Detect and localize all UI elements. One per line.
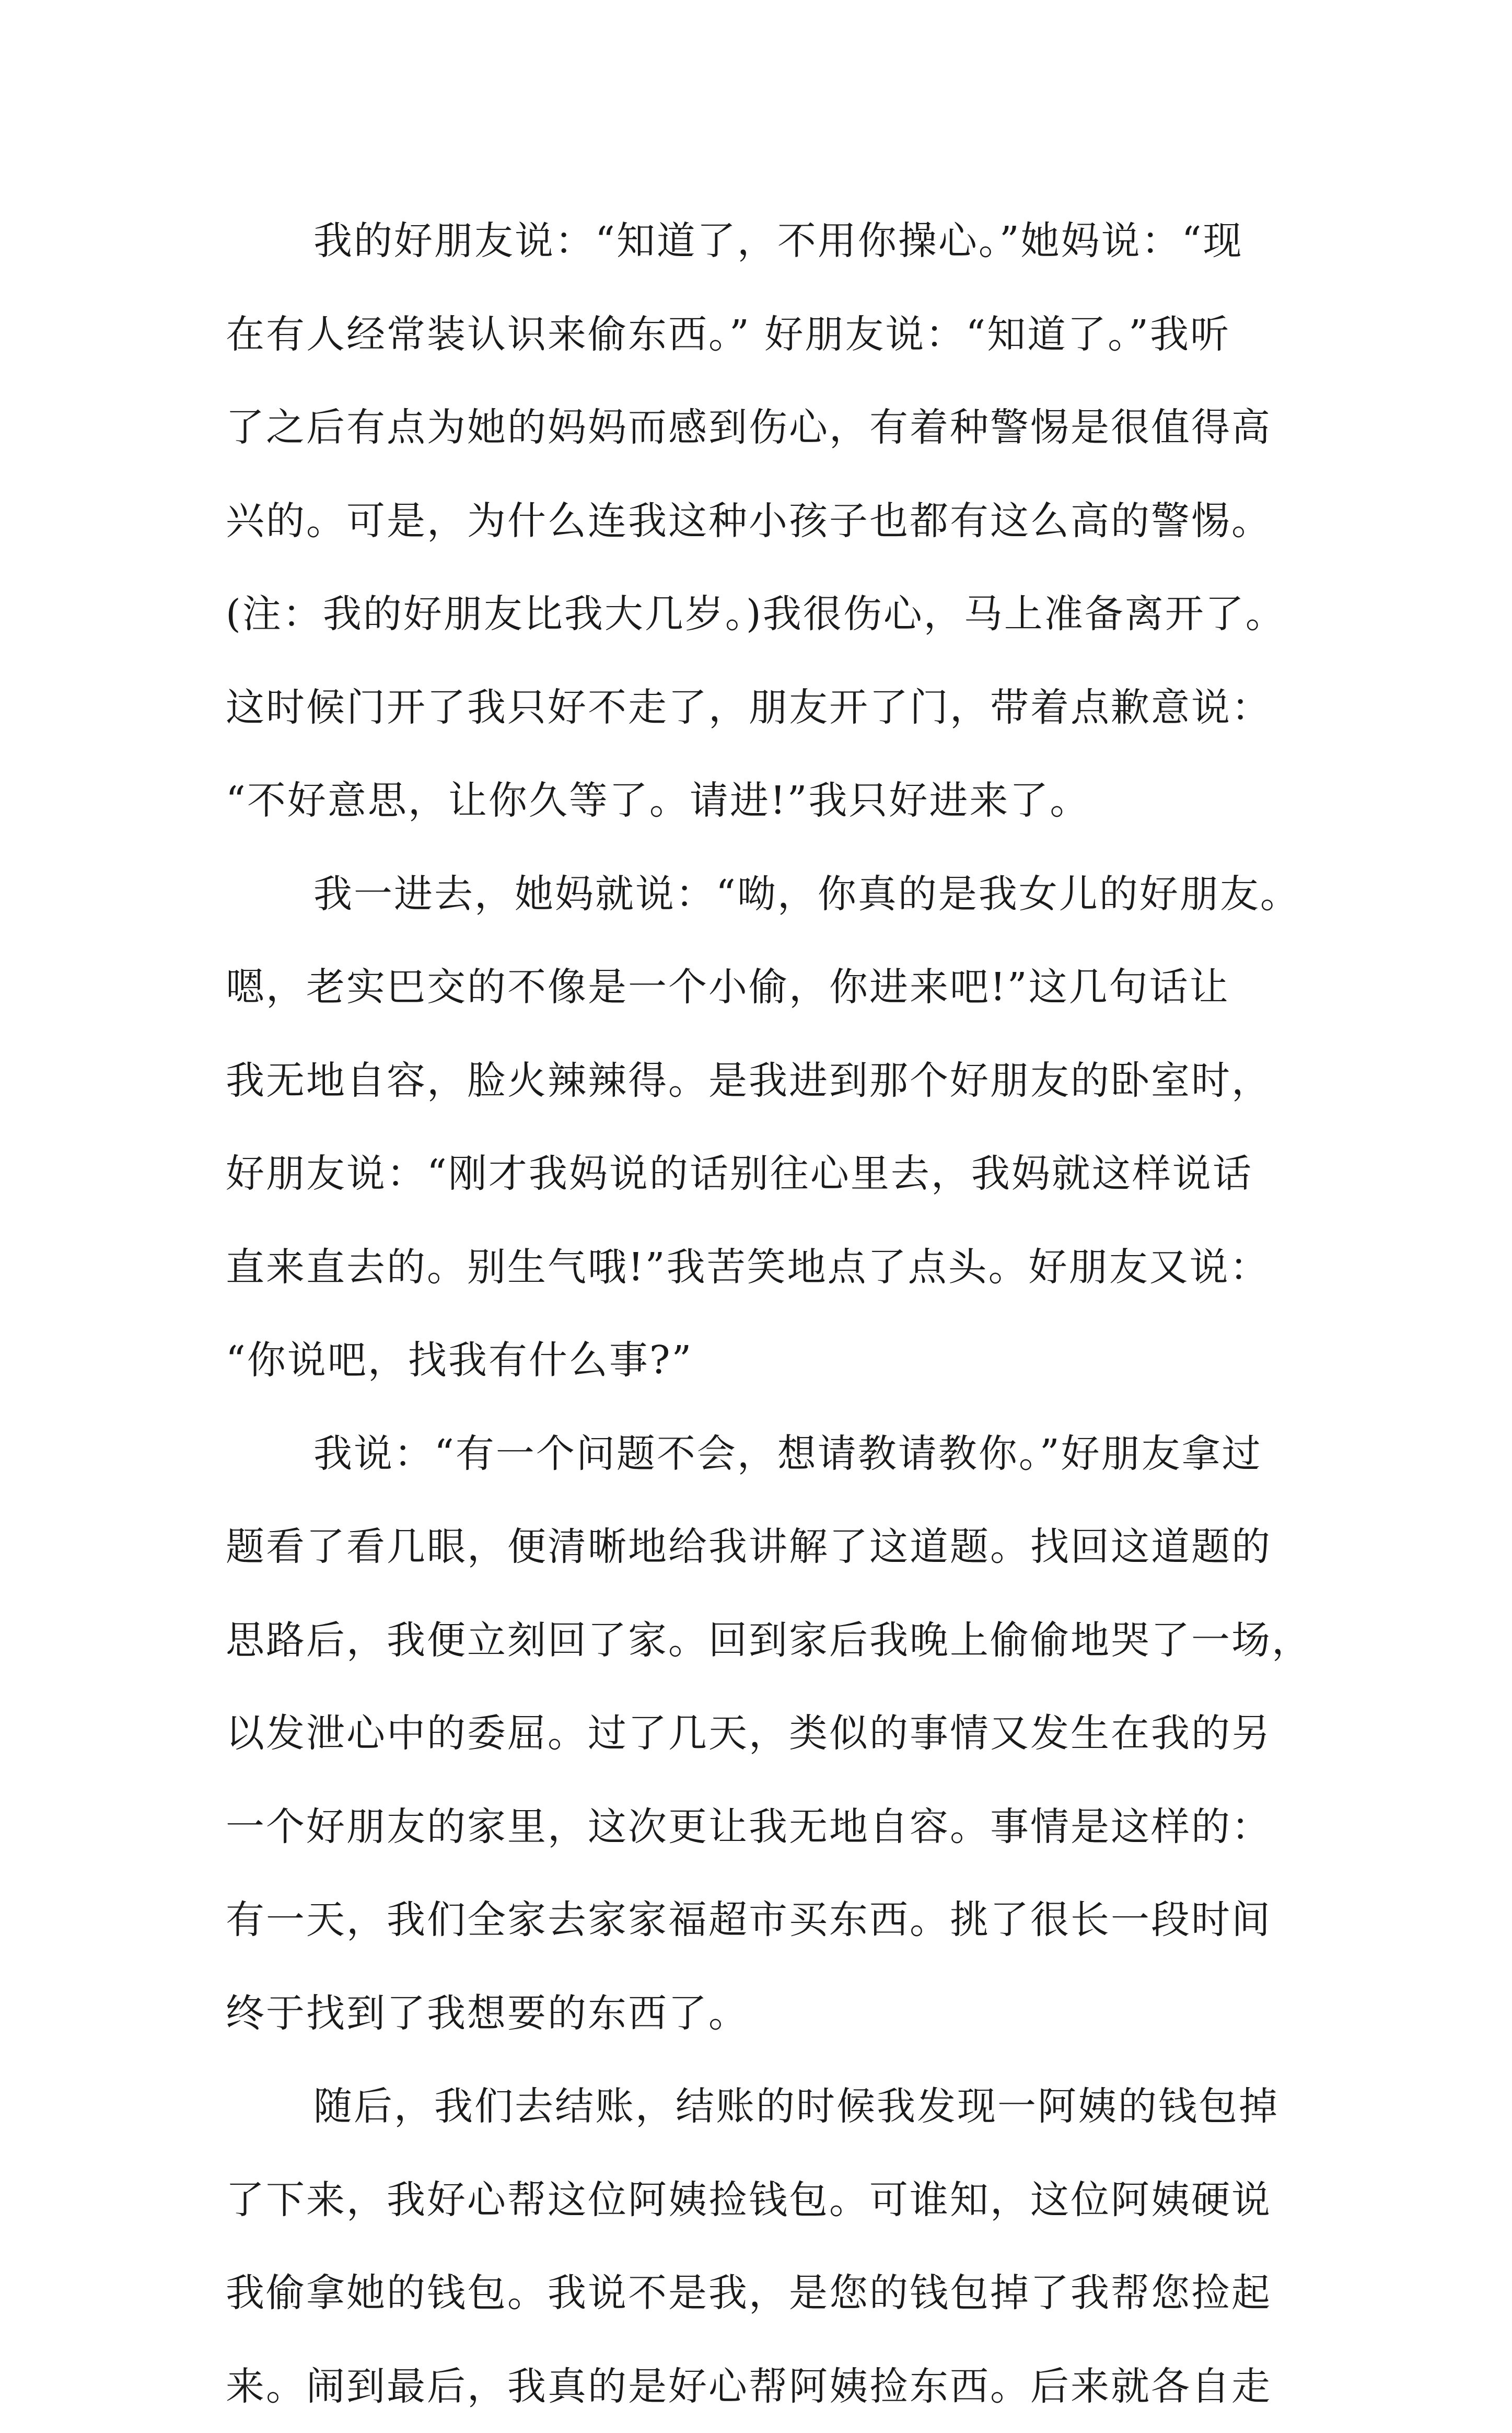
text-line: 我一进去，她妈就说：“呦，你真的是我女儿的好朋友。 (226, 848, 1318, 941)
text-line: 了之后有点为她的妈妈而感到伤心，有着种警惕是很值得高 (226, 381, 1318, 474)
text-line: 嗯，老实巴交的不像是一个小偷，你进来吧!”这几句话让 (226, 941, 1318, 1034)
text-line: 终于找到了我想要的东西了。 (226, 1967, 1318, 2060)
text-line: 我无地自容，脸火辣辣得。是我进到那个好朋友的卧室时， (226, 1034, 1318, 1128)
text-line: “你说吧，找我有什么事?” (226, 1314, 1318, 1407)
text-line: 我的好朋友说：“知道了，不用你操心。”她妈说：“现 (226, 194, 1318, 288)
text-line: 直来直去的。别生气哦!”我苦笑地点了点头。好朋友又说： (226, 1221, 1318, 1314)
document-body (226, 194, 1318, 2433)
text-line: 好朋友说：“刚才我妈说的话别往心里去，我妈就这样说话 (226, 1127, 1318, 1221)
text-line: 题看了看几眼，便清晰地给我讲解了这道题。找回这道题的 (226, 1500, 1318, 1594)
text-line: 有一天，我们全家去家家福超市买东西。挑了很长一段时间 (226, 1873, 1318, 1967)
text-line: (注：我的好朋友比我大几岁。)我很伤心，马上准备离开了。 (226, 567, 1318, 661)
text-line: 以发泄心中的委屈。过了几天，类似的事情又发生在我的另 (226, 1687, 1318, 1780)
text-line: 我偷拿她的钱包。我说不是我，是您的钱包掉了我帮您捡起 (226, 2246, 1318, 2340)
text-line: 这时候门开了我只好不走了，朋友开了门，带着点歉意说： (226, 661, 1318, 755)
text-line: 我说：“有一个问题不会，想请教请教你。”好朋友拿过 (226, 1407, 1318, 1501)
text-line: 在有人经常装认识来偷东西。” 好朋友说：“知道了。”我听 (226, 288, 1318, 381)
text-line: 了下来，我好心帮这位阿姨捡钱包。可谁知，这位阿姨硬说 (226, 2153, 1318, 2247)
text-line: 兴的。可是，为什么连我这种小孩子也都有这么高的警惕。 (226, 474, 1318, 568)
text-line: 思路后，我便立刻回了家。回到家后我晚上偷偷地哭了一场， (226, 1594, 1318, 1687)
text-line: 来。闹到最后，我真的是好心帮阿姨捡东西。后来就各自走 (226, 2340, 1318, 2433)
text-line: “不好意思，让你久等了。请进!”我只好进来了。 (226, 754, 1318, 848)
text-line: 随后，我们去结账，结账的时候我发现一阿姨的钱包掉 (226, 2060, 1318, 2153)
text-line: 一个好朋友的家里，这次更让我无地自容。事情是这样的： (226, 1780, 1318, 1874)
